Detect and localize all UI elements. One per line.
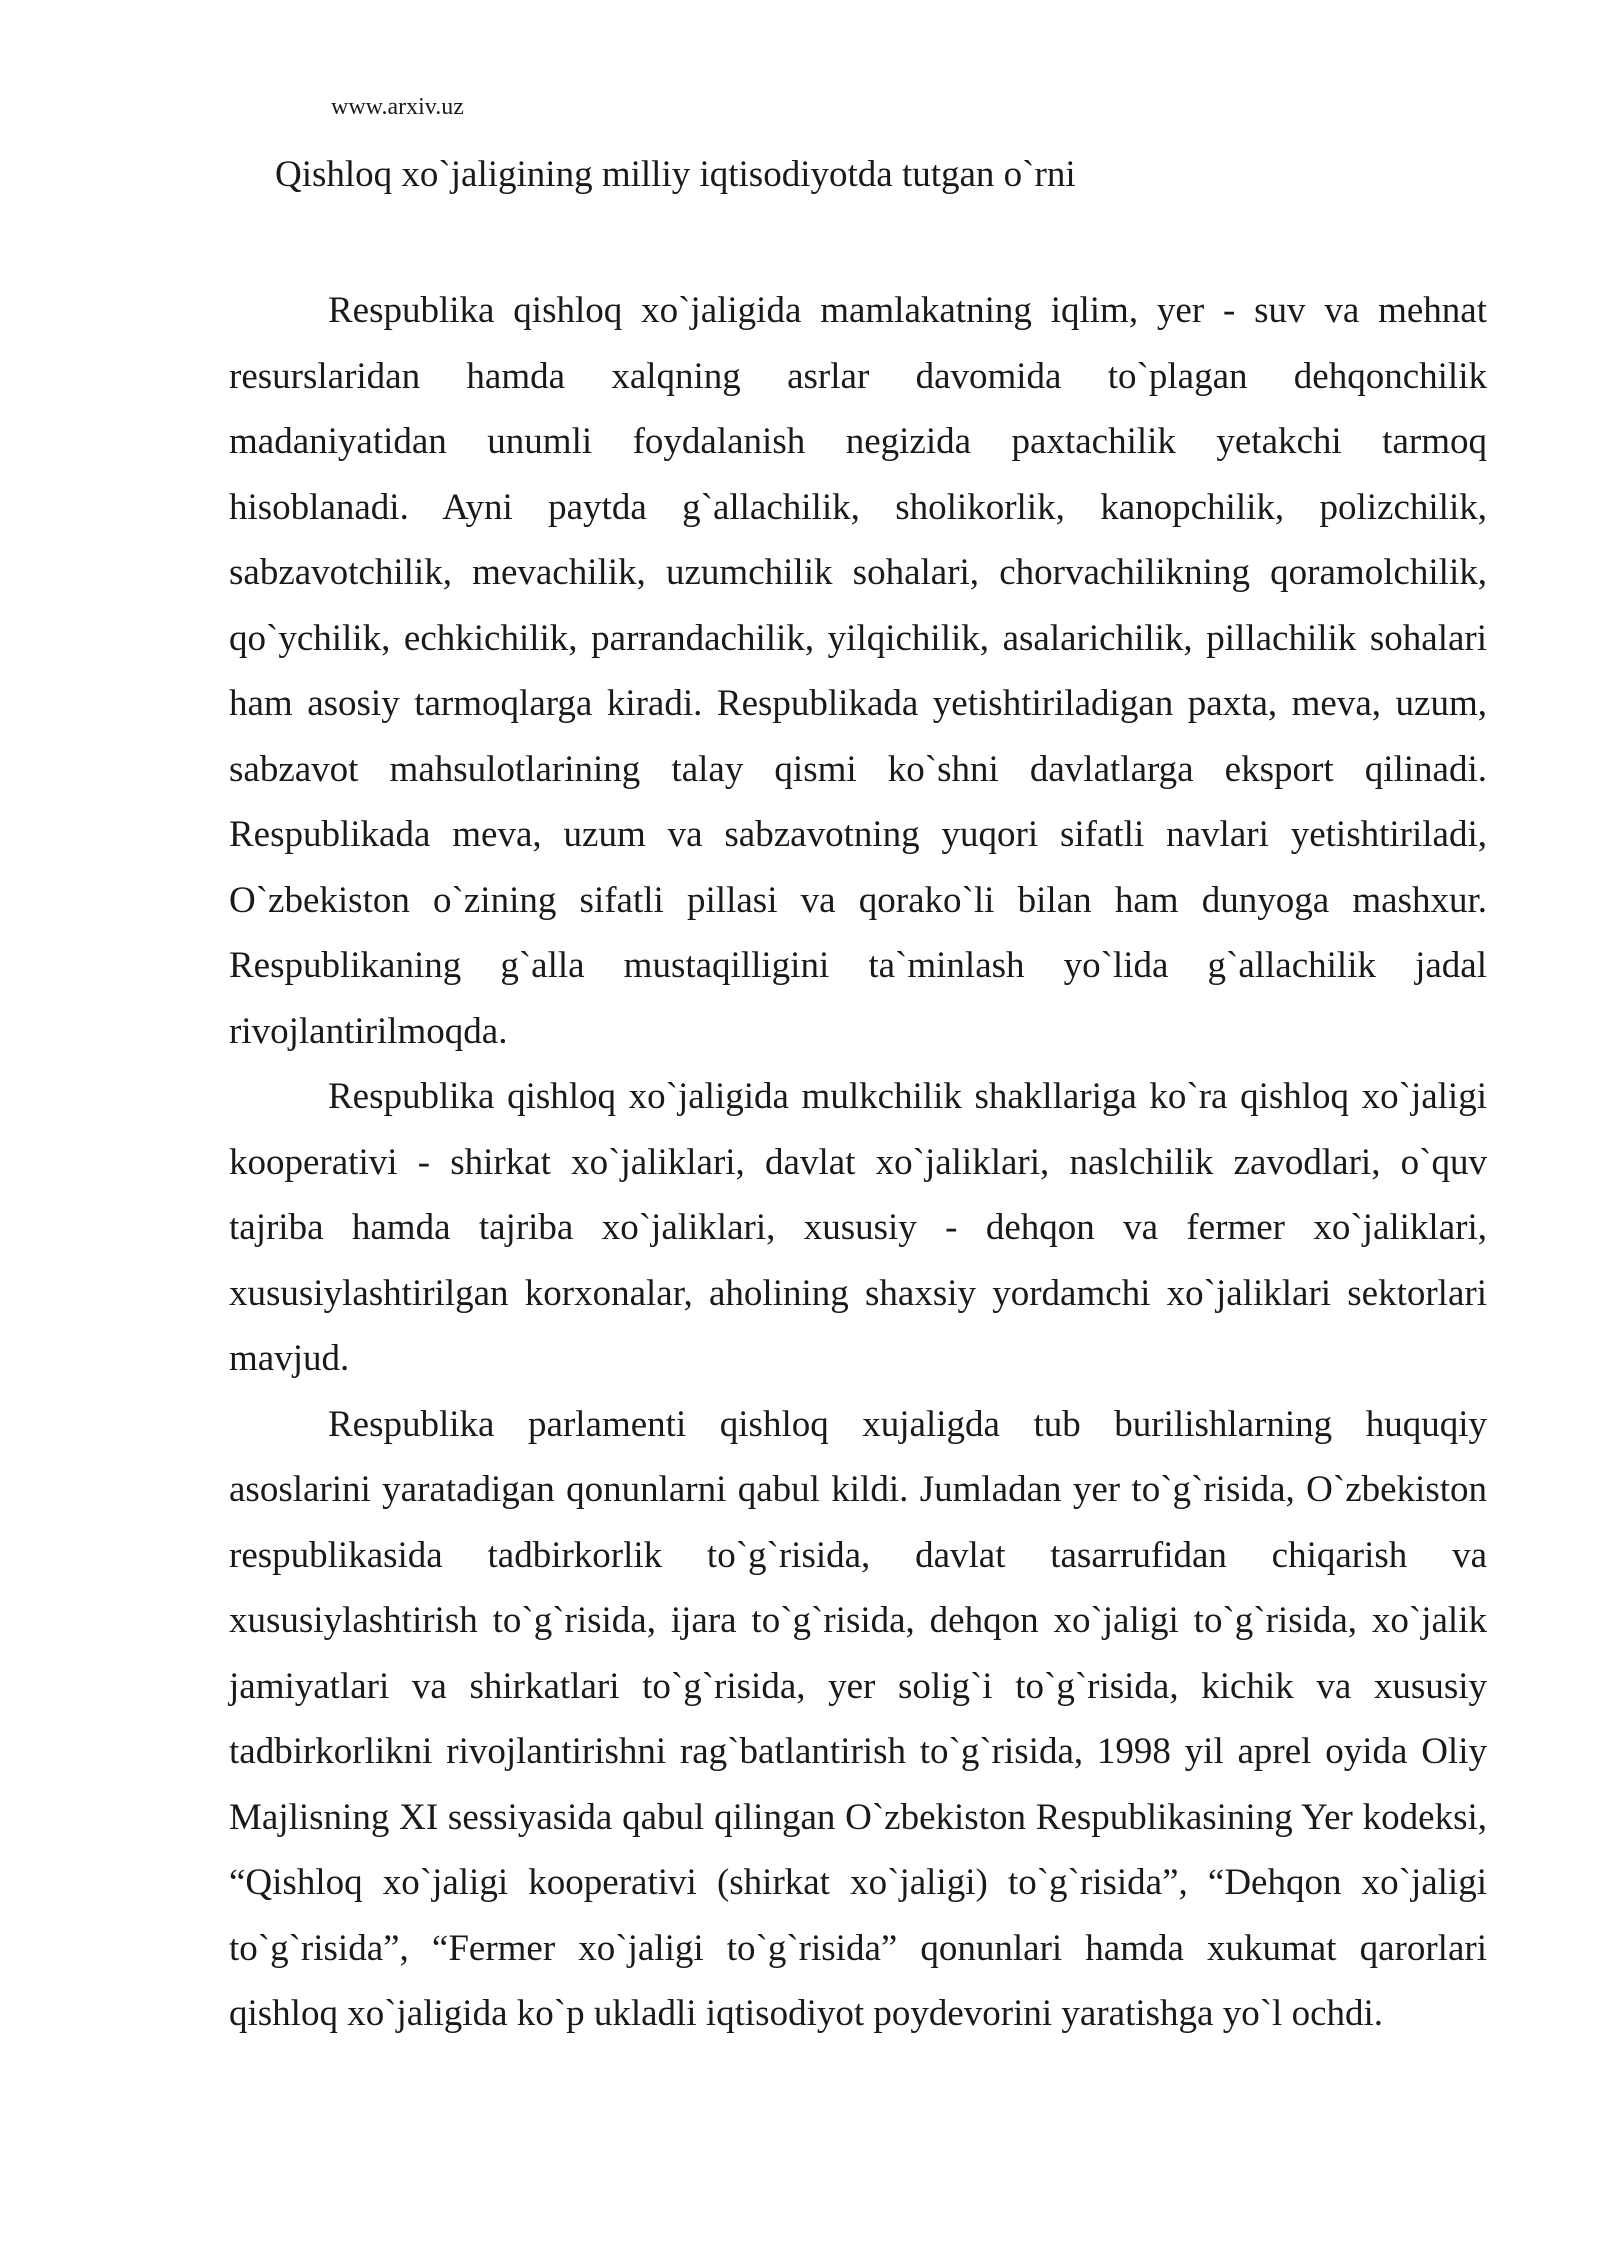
paragraph-1: Respublika qishloq xo`jaligida mamlakatning iqlim, yer - suv va mehnat resurslaridan hamda xalqning asrlar davomida to`plagan dehqonchilik madaniyatidan unumli foydalanish negizida paxtachilik yetakchi tarmoq hisoblanadi. Ayni paytda g`allachilik, sholikorlik, kanopchilik, polizchilik, sabzavotchilik, mevachilik, uzumchilik sohalari, chorvachilikning qoramolchilik, qo`ychilik, echkichilik, parrandachilik, yilqichilik, asalarichilik, pillachilik sohalari ham asosiy tarmoqlarga kiradi. Respublikada yetishtiriladigan paxta, meva, uzum, sabzavot mahsulotlarining talay qismi ko`shni davlatlarga eksport qilinadi. Respublikada meva, uzum va sabzavotning yuqori sifatli navlari yetishtiriladi, O`zbekiston o`zining sifatli pillasi va qorako`li bilan ham dunyoga mashxur. Respublikaning g`alla mustaqilligini ta`minlash yo`lida g`allachilik jadal rivojlantirilmoqda. [229, 290, 1487, 1052]
paragraph-3: Respublika parlamenti qishloq xujaligda tub burilishlarning huquqiy asoslarini yaratadigan qonunlarni qabul kildi. Jumladan yer to`g`risida, O`zbekiston respublikasida tadbirkorlik to`g`risida, davlat tasarrufidan chiqarish va xususiylashtirish to`g`risida, ijara to`g`risida, dehqon xo`jaligi to`g`risida, xo`jalik jamiyatlari va shirkatlari to`g`risida, yer solig`i to`g`risida, kichik va xususiy tadbirkorlikni rivojlantirishni rag`batlantirish to`g`risida, 1998 yil aprel oyida Oliy Majlisning XI sessiyasida qabul qilingan O`zbekiston Respublikasining Yer kodeksi, “Qishloq xo`jaligi kooperativi (shirkat xo`jaligi) to`g`risida”, “Dehqon xo`jaligi to`g`risida”, “Fermer xo`jaligi to`g`risida” qonunlari hamda xukumat qarorlari qishloq xo`jaligida ko`p ukladli iqtisodiyot poydevorini yaratishga yo`l ochdi. [229, 1403, 1487, 2034]
document-body [229, 278, 1487, 2047]
document-title: Qishloq xo`jaligining milliy iqtisodiyotda tutgan o`rni [275, 154, 1076, 195]
paragraph-2: Respublika qishloq xo`jaligida mulkchilik shakllariga ko`ra qishloq xo`jaligi kooperativi - shirkat xo`jaliklari, davlat xo`jaliklari, naslchilik zavodlari, o`quv tajriba hamda tajriba xo`jaliklari, xususiy - dehqon va fermer xo`jaliklari, xususiylashtirilgan korxonalar, aholining shaxsiy yordamchi xo`jaliklari sektorlari mavjud. [229, 1076, 1487, 1379]
source-url: www.arxiv.uz [331, 94, 464, 120]
